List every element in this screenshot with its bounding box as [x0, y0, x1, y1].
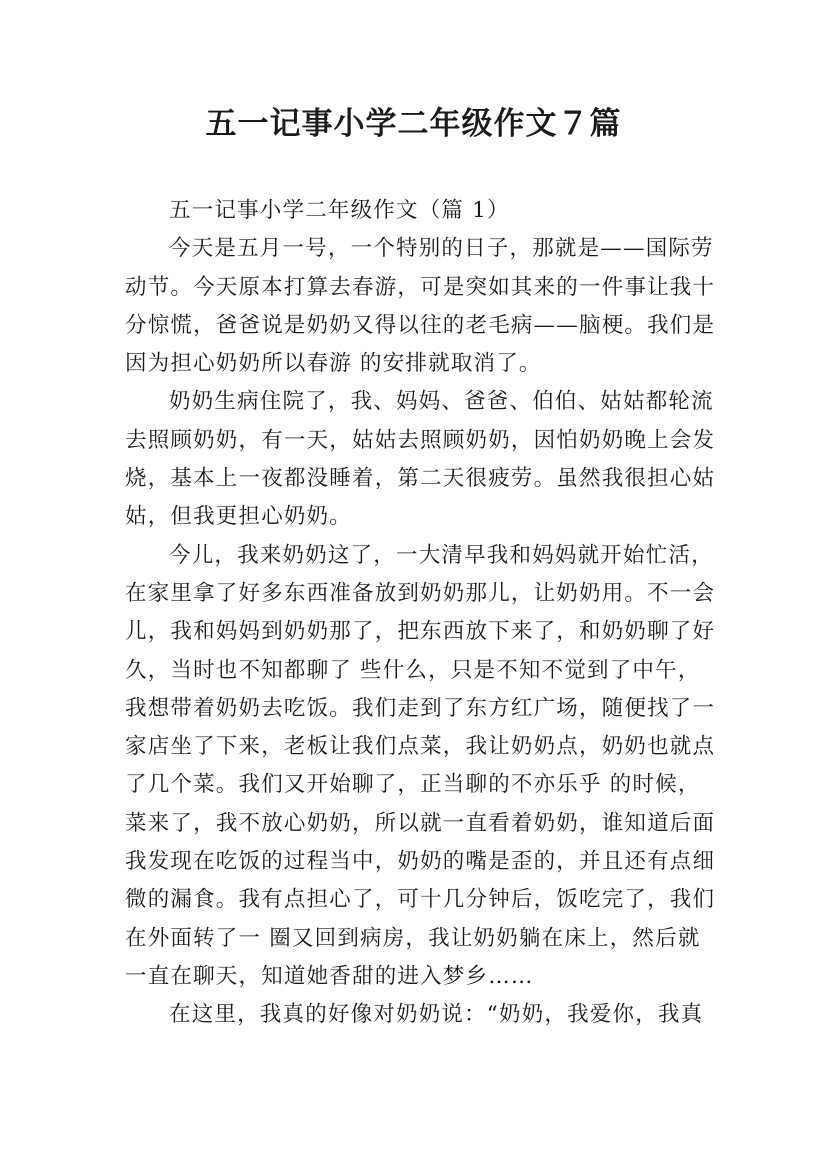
paragraph-line: 动节。今天原本打算去春游，可是突如其来的一件事让我十	[125, 274, 716, 300]
paragraph-line: 我想带着奶奶去吃饭。我们走到了东方红广场，随便找了一	[125, 695, 716, 721]
paragraph-line: 分惊慌，爸爸说是奶奶又得以往的老毛病——脑梗。我们是	[125, 312, 716, 338]
paragraph-line: 了几个菜。我们又开始聊了，正当聊的不亦乐乎 的时候，	[125, 772, 701, 798]
paragraph-line: 今儿，我来奶奶这了，一大清早我和妈妈就开始忙活，	[169, 542, 714, 568]
paragraph-line: 在这里，我真的好像对奶奶说：“奶奶，我爱你，我真	[169, 1002, 704, 1028]
paragraph-line: 因为担心奶奶所以春游 的安排就取消了。	[125, 351, 542, 377]
document-body	[125, 192, 716, 1035]
paragraph-line: 我发现在吃饭的过程当中，奶奶的嘴是歪的，并且还有点细	[125, 849, 716, 875]
paragraph-line: 儿，我和妈妈到奶奶那了，把东西放下来了，和奶奶聊了好	[125, 619, 716, 645]
paragraph-line: 微的漏食。我有点担心了，可十几分钟后，饭吃完了，我们	[125, 887, 716, 913]
paragraph-line: 家店坐了下来，老板让我们点菜，我让奶奶点，奶奶也就点	[125, 734, 716, 760]
paragraph-line: 久，当时也不知都聊了 些什么，只是不知不觉到了中午，	[125, 657, 701, 683]
paragraph-line: 去照顾奶奶，有一天，姑姑去照顾奶奶，因怕奶奶晚上会发	[125, 427, 716, 453]
paragraph-line: 一直在聊天，知道她香甜的进入梦乡……	[125, 963, 534, 989]
paragraph-line: 菜来了，我不放心奶奶，所以就一直看着奶奶，谁知道后面	[125, 810, 716, 836]
section-heading: 五一记事小学二年级作文（篇 1）	[169, 198, 510, 223]
paragraph-line: 奶奶生病住院了，我、妈妈、爸爸、伯伯、姑姑都轮流	[169, 389, 714, 415]
paragraph-line: 在外面转了一 圈又回到病房，我让奶奶躺在床上，然后就	[125, 925, 701, 951]
paragraph-line: 烧，基本上一夜都没睡着，第二天很疲劳。虽然我很担心姑	[125, 466, 716, 492]
paragraph-line: 姑，但我更担心奶奶。	[125, 504, 353, 530]
paragraph-line: 在家里拿了好多东西准备放到奶奶那儿，让奶奶用。不一会	[125, 580, 716, 606]
paragraph-line: 今天是五月一号，一个特别的日子，那就是——国际劳	[169, 236, 714, 262]
document-title: 五一记事小学二年级作文７篇	[205, 106, 622, 142]
